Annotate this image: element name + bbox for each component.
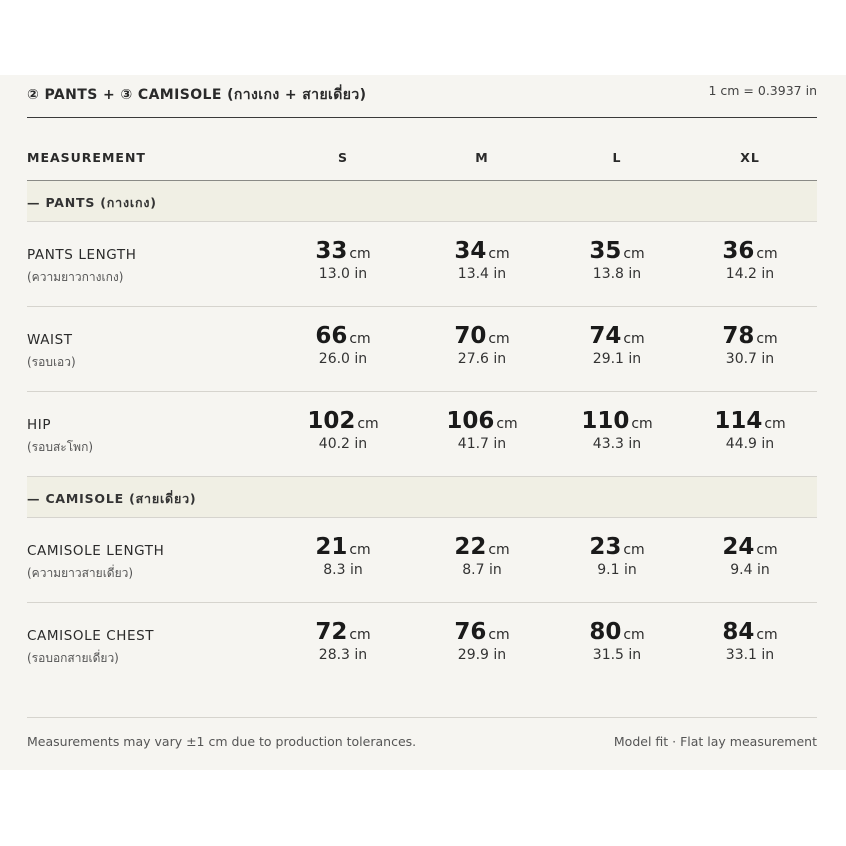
cm-value: 24 [722, 534, 755, 560]
cm-unit: cm [357, 416, 379, 432]
inch-value: 29.9 in [457, 647, 507, 663]
inch-value: 33.1 in [725, 647, 775, 663]
size-cell-m [422, 408, 542, 452]
table-row-pants-length [27, 222, 817, 307]
inch-value: 9.4 in [730, 562, 770, 578]
size-cell-l [557, 238, 677, 282]
table-row-camisole-chest [27, 603, 817, 688]
size-cell-m [422, 534, 542, 578]
inch-value: 29.1 in [592, 351, 642, 367]
size-cell-m [422, 323, 542, 367]
cm-value: 80 [589, 619, 622, 645]
size-cell-s [283, 323, 403, 367]
inch-value: 31.5 in [592, 647, 642, 663]
size-cell-m [422, 619, 542, 663]
inch-value: 41.7 in [457, 436, 507, 452]
inch-value: 8.3 in [323, 562, 363, 578]
size-chart-content [27, 75, 817, 770]
inch-value: 43.3 in [592, 436, 642, 452]
section-label: — PANTS (กางเกง) [27, 195, 157, 210]
fit-note: Model fit · Flat lay measurement [613, 734, 817, 749]
cm-unit: cm [488, 542, 510, 558]
cm-unit: cm [756, 542, 778, 558]
row-label: CAMISOLE CHEST [27, 628, 155, 644]
row-label: HIP [27, 417, 52, 433]
inch-value: 44.9 in [725, 436, 775, 452]
cm-value: 74 [589, 323, 622, 349]
cm-unit: cm [623, 331, 645, 347]
inch-value: 13.8 in [592, 266, 642, 282]
cm-unit: cm [631, 416, 653, 432]
cm-value: 106 [446, 408, 495, 434]
column-header-m: M [475, 150, 489, 165]
size-cell-xl [690, 534, 810, 578]
cm-unit: cm [756, 627, 778, 643]
cm-unit: cm [349, 246, 371, 262]
cm-unit: cm [623, 627, 645, 643]
size-cell-s [283, 534, 403, 578]
size-cell-m [422, 238, 542, 282]
row-sublabel: (ความยาวสายเดี่ยว) [27, 566, 134, 580]
title-divider [27, 117, 817, 118]
inch-value: 26.0 in [318, 351, 368, 367]
column-header-s: S [337, 150, 348, 165]
row-sublabel: (รอบสะโพก) [27, 440, 94, 454]
inch-value: 14.2 in [725, 266, 775, 282]
cm-value: 114 [714, 408, 763, 434]
cm-unit: cm [488, 246, 510, 262]
cm-value: 34 [454, 238, 487, 264]
row-sublabel: (ความยาวกางเกง) [27, 270, 124, 284]
row-label: PANTS LENGTH [27, 247, 137, 263]
size-chart-panel [0, 75, 846, 770]
size-cell-l [557, 534, 677, 578]
size-cell-s [283, 619, 403, 663]
footer-divider [27, 717, 817, 718]
size-cell-l [557, 619, 677, 663]
cm-value: 33 [315, 238, 348, 264]
cm-value: 70 [454, 323, 487, 349]
size-cell-xl [690, 238, 810, 282]
cm-unit: cm [496, 416, 518, 432]
size-cell-xl [690, 619, 810, 663]
cm-unit: cm [349, 627, 371, 643]
inch-value: 8.7 in [462, 562, 502, 578]
cm-value: 36 [722, 238, 755, 264]
cm-unit: cm [623, 542, 645, 558]
inch-value: 28.3 in [318, 647, 368, 663]
section-label: — CAMISOLE (สายเดี่ยว) [27, 491, 197, 506]
cm-unit: cm [764, 416, 786, 432]
cm-value: 102 [307, 408, 356, 434]
inch-value: 27.6 in [457, 351, 507, 367]
cm-unit: cm [349, 331, 371, 347]
column-header-measurement: MEASUREMENT [27, 150, 146, 165]
unit-conversion-note: 1 cm = 0.3937 in [708, 83, 817, 98]
inch-value: 30.7 in [725, 351, 775, 367]
cm-unit: cm [488, 331, 510, 347]
inch-value: 13.0 in [318, 266, 368, 282]
table-row-camisole-length [27, 518, 817, 603]
column-header-l: L [612, 150, 622, 165]
cm-value: 35 [589, 238, 622, 264]
cm-value: 22 [454, 534, 487, 560]
table-row-waist [27, 307, 817, 392]
section-header-camisole [27, 477, 817, 517]
cm-value: 21 [315, 534, 348, 560]
cm-value: 84 [722, 619, 755, 645]
cm-value: 78 [722, 323, 755, 349]
column-header-xl: XL [740, 150, 760, 165]
cm-unit: cm [349, 542, 371, 558]
row-label: CAMISOLE LENGTH [27, 543, 165, 559]
inch-value: 40.2 in [318, 436, 368, 452]
size-cell-xl [690, 408, 810, 452]
cm-value: 76 [454, 619, 487, 645]
inch-value: 13.4 in [457, 266, 507, 282]
size-cell-l [557, 323, 677, 367]
cm-unit: cm [756, 246, 778, 262]
cm-unit: cm [623, 246, 645, 262]
section-header-pants [27, 181, 817, 221]
size-cell-s [283, 238, 403, 282]
cm-value: 66 [315, 323, 348, 349]
cm-unit: cm [488, 627, 510, 643]
table-header [27, 139, 817, 179]
table-row-hip [27, 392, 817, 477]
row-sublabel: (รอบอกสายเดี่ยว) [27, 651, 119, 665]
cm-unit: cm [756, 331, 778, 347]
cm-value: 110 [581, 408, 630, 434]
size-cell-xl [690, 323, 810, 367]
cm-value: 72 [315, 619, 348, 645]
chart-title: ② PANTS + ③ CAMISOLE (กางเกง + สายเดี่ยว) [27, 87, 367, 103]
size-cell-s [283, 408, 403, 452]
size-cell-l [557, 408, 677, 452]
row-sublabel: (รอบเอว) [27, 355, 76, 369]
tolerance-note: Measurements may vary ±1 cm due to production tolerances. [27, 734, 417, 749]
row-label: WAIST [27, 332, 73, 348]
inch-value: 9.1 in [597, 562, 637, 578]
cm-value: 23 [589, 534, 622, 560]
